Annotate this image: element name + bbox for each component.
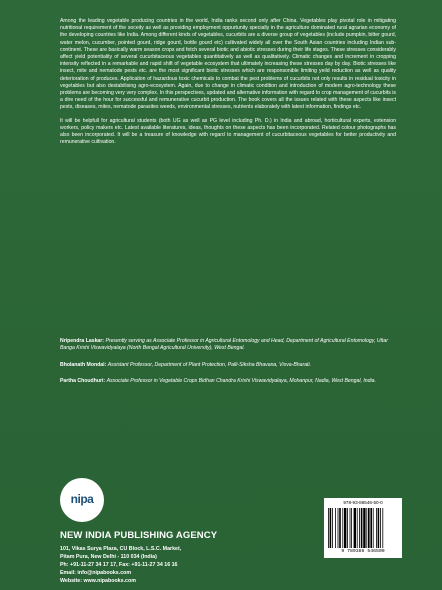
barcode-bar: [328, 508, 329, 548]
barcode-bar: [350, 508, 351, 548]
barcode-bar: [342, 508, 343, 548]
author-description: Presently serving as Associate Professor in Agricultural Entomology and Head, Department of Agricultural Entomology, Uttar Banga Krishi Viswavidyalaya (North Bengal Agricultural University), West Bengal.: [60, 338, 388, 352]
address-line-1: 101, Vikas Surya Plaza, CU Block, L.S.C. Market,: [60, 546, 182, 552]
barcode-bar: [373, 508, 374, 548]
barcode-digits: 9 789386 546500: [341, 549, 385, 554]
barcode-bar: [335, 508, 336, 548]
author-bio: [60, 362, 396, 369]
barcode-bar: [354, 508, 356, 548]
author-bios: [60, 338, 396, 394]
isbn-number: 978-93-86546-50-0: [343, 500, 383, 505]
publisher-name: NEW INDIA PUBLISHING AGENCY: [60, 530, 218, 541]
logo-text: nipa: [70, 492, 94, 506]
barcode-icon: [328, 508, 398, 548]
website: Website: www.nipabooks.com: [60, 578, 136, 584]
description-paragraph-1: Among the leading vegetable producing countries in the world, India ranks second only after China. Vegetables play pivotal role in mitigating nutritional requirement of the soceity as well as providing employment oppurtunity specially in the agriculture dominated rural agrarian economy of the developing countries like India. Among different kinds of vegetables, cucurbits are a diverse group of vegetables (include pumpkin, bitter gourd, water melon, cucumber, pointed gourd, ridge gourd, bottle gourd etc) cultivated widely all over the South Asian countries including Indian sub-continent. These are basically warm season crops and fetch several biotic and abiotic stresses during their life stages. These stresses considerably affect yield potentiality of several cucurbitaceous vegetables quantitatively as well as qualitatively. Climatic changes and increment in cropping intensity reflected in a remarkable and rapid shift of vegetable ecosystem that ultimately increasing these stresses day by day. Biotic stresses like insect, mite and nematode pests etc. are the most significant biotic stresses which are responsonible limiting yeild reduction as well as quality deterioration of produces. Application of hazardous toxic chemicals to combat the pest problems of cucurbits not only results in residual toxicity in vegetables but also destabilising agro-ecosystem. Again, due to change in climatic condition and introduction of modern agro-technology these problems are becoming very very complex. In this perspectives, updated and alternative information with regard to crop management of cucurbits is a dire need of the hour for successful and remunerative cucurbit production. The book covers all the issues related with these aspects like insect pests, diseases, mites, nematode parasites weeds, environmental stresses, nutrients elaborately with latest information, findings etc.: [60, 18, 396, 111]
publisher-footer: [60, 478, 396, 584]
phone-fax: Ph: +91-11-27 34 17 17, Fax: +91-11-27 34 16 16: [60, 562, 178, 568]
barcode-bar: [344, 508, 346, 548]
description-paragraph-2: It will be helpfull for agricultural students (both UG as well as PG level including Ph. D.) in India and abroad, horticultural experts, extension workers, policy makers etc. Latest available literatures, ideas, thoughts on these aspects has been incorporated. Related colour photographs has also been incorporated. It will be a treasure of knowledge with regard to management of cucurbitaceous vegetables for better productivity and remunerative cultivation.: [60, 117, 396, 146]
email: Email: info@nipabooks.com: [60, 570, 132, 576]
barcode-bar: [382, 508, 383, 548]
author-name: Bholanath Mondal:: [60, 361, 107, 368]
barcode-bar: [351, 508, 352, 548]
author-name: Partha Choudhuri:: [60, 377, 106, 384]
publisher-contact: [60, 545, 181, 585]
barcode-bar: [376, 508, 377, 548]
barcode-bar: [338, 508, 339, 548]
barcode-bar: [380, 508, 381, 548]
author-name: Nripendra Laskar:: [60, 338, 104, 344]
barcode-bar: [368, 508, 370, 548]
barcode-bar: [357, 508, 358, 548]
barcode-bar: [370, 508, 372, 548]
author-description: Assistant Professor, Department of Plant Protection, Palli-Siksha Bhavana, Visva-Bharati.: [107, 361, 312, 368]
barcode-bar: [378, 508, 380, 548]
barcode-bar: [363, 508, 365, 548]
barcode-bar: [330, 508, 332, 548]
isbn-barcode: [324, 498, 402, 558]
barcode-bar: [361, 508, 363, 548]
author-bio: [60, 338, 396, 353]
author-bio: [60, 378, 396, 385]
barcode-bar: [339, 508, 341, 548]
book-description: [60, 18, 396, 152]
barcode-bar: [366, 508, 367, 548]
barcode-bar: [347, 508, 348, 548]
address-line-2: Pitam Pura, New Delhi - 110 034 (India): [60, 554, 157, 560]
barcode-bar: [332, 508, 333, 548]
publisher-logo-icon: [60, 478, 104, 522]
author-description: Associate Professor in Vegetable Crops Bidhan Chandra Krishi Viswavidyalaya, Mohanpur, Nadia, West Bengal, India.: [106, 377, 376, 384]
barcode-bar: [359, 508, 360, 548]
